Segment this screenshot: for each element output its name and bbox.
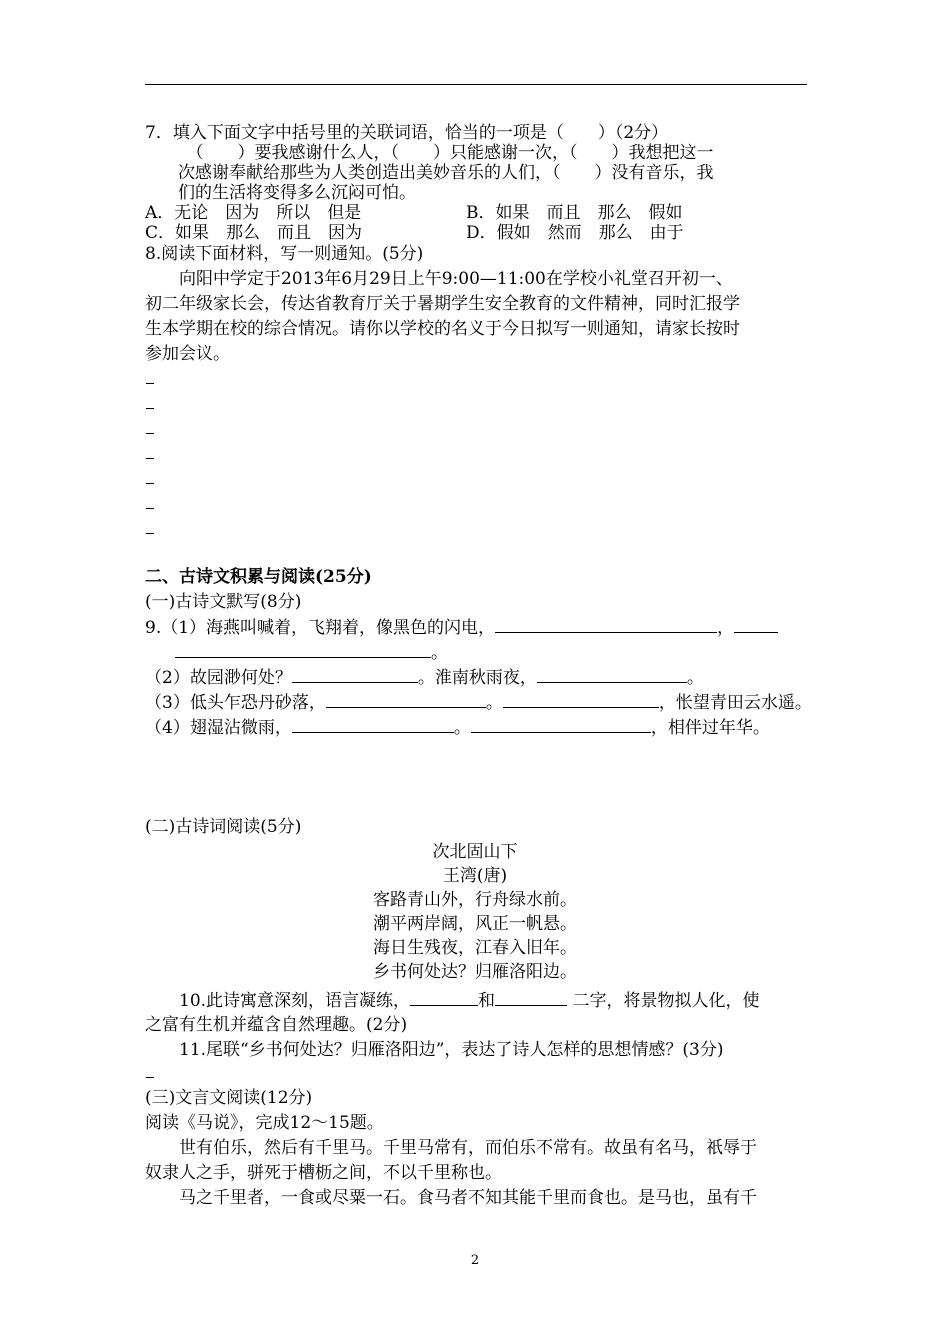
q9-4 (145, 715, 770, 740)
poem-author: 王湾(唐) (442, 866, 508, 886)
section-title: 二、古诗文积累与阅读(25分) (145, 567, 372, 587)
answer-line (146, 1077, 154, 1078)
q7-option-d: D．假如 然而 那么 由于 (466, 223, 684, 243)
q9-3 (145, 690, 812, 715)
q8-stem: 8.阅读下面材料，写一则通知。(5分) (145, 244, 424, 264)
q9-line1-cont-punct: 。 (431, 643, 448, 663)
prose-line: 奴隶人之手，骈死于槽枥之间，不以千里称也。 (145, 1163, 502, 1183)
q7-text-line2: 次感谢奉献给那些为人类创造出美妙音乐的人们，（ ）没有音乐，我 (178, 163, 714, 183)
prose-line: 马之千里者，一食或尽粟一石。食马者不知其能千里而食也。是马也，虽有千 (145, 1188, 757, 1208)
subsection-title: (二)古诗词阅读(5分) (145, 817, 302, 837)
answer-line (146, 433, 154, 434)
answer-line (146, 508, 154, 509)
q9-2-c: 。 (686, 668, 704, 688)
q8-para-line1: 向阳中学定于2013年6月29日上午9:00—11:00在学校小礼堂召开初一、 (145, 269, 733, 289)
answer-line (146, 383, 154, 384)
q7-text-line3: 们的生活将变得多么沉闷可怕。 (178, 183, 416, 203)
prose-line: 世有伯乐，然后有千里马。千里马常有，而伯乐不常有。故虽有名马，祇辱于 (145, 1138, 757, 1158)
subsection-title: (三)文言文阅读(12分) (145, 1088, 313, 1108)
q9-2-b: 。淮南秋雨夜， (417, 668, 537, 688)
q8-para-line3: 生本学期在校的综合情况。请你以学校的名义于今日拟写一则通知，请家长按时 (145, 319, 740, 339)
blank-field[interactable] (292, 665, 418, 683)
blank-field[interactable] (471, 715, 651, 733)
q9-line1-text: 9.（1）海燕叫喊着，飞翔着，像黑色的闪电， (145, 618, 496, 638)
page-number: 2 (470, 1253, 480, 1268)
header-rule (145, 84, 807, 85)
q9-line1-punct: ， (717, 618, 735, 638)
q9-line1-cont (175, 640, 448, 665)
blank-field[interactable] (537, 665, 687, 683)
q11: 11.尾联“乡书何处达？归雁洛阳边”，表达了诗人怎样的思想情感？(3分) (145, 1040, 724, 1060)
q7-option-b: B．如果 而且 那么 假如 (466, 203, 683, 223)
poem-title: 次北固山下 (432, 842, 518, 862)
q7-option-c: C．如果 那么 而且 因为 (145, 223, 363, 243)
poem-line: 乡书何处达？归雁洛阳边。 (373, 962, 577, 982)
q10-c: 二字，将景物拟人化，使 (567, 991, 760, 1011)
q9-3-b: 。 (485, 693, 503, 713)
blank-field[interactable] (326, 690, 486, 708)
q10-b: 和 (478, 991, 496, 1011)
answer-line (146, 408, 154, 409)
blank-field[interactable] (292, 715, 454, 733)
blank-field[interactable] (503, 690, 659, 708)
poem-line: 客路青山外，行舟绿水前。 (373, 890, 577, 910)
q9-2 (145, 665, 704, 690)
answer-line (146, 483, 154, 484)
q8-para-line2: 初二年级家长会，传达省教育厅关于暑期学生安全教育的文件精神，同时汇报学 (145, 294, 740, 314)
reading-intro: 阅读《马说》，完成12～15题。 (145, 1113, 384, 1133)
blank-field[interactable] (410, 988, 478, 1006)
q10-line1 (145, 988, 759, 1013)
q9-line1 (145, 615, 778, 640)
q7-stem: 7．填入下面文字中括号里的关联词语，恰当的一项是（ ）（2分） (145, 123, 669, 143)
q9-3-a: （3）低头乍恐丹砂落， (145, 693, 326, 713)
blank-field[interactable] (495, 988, 567, 1006)
blank-field[interactable] (175, 640, 431, 658)
q9-2-a: （2）故园渺何处？ (145, 668, 292, 688)
poem-line: 海日生残夜，江春入旧年。 (373, 938, 577, 958)
subsection-title: (一)古诗文默写(8分) (145, 592, 302, 612)
q10-a: 10.此诗寓意深刻，语言凝练， (145, 991, 411, 1011)
q10-line2: 之富有生机并蕴含自然理趣。(2分) (145, 1015, 408, 1035)
q7-text-line1: （ ）要我感谢什么人，（ ）只能感谢一次，（ ）我想把这一 (178, 143, 714, 163)
answer-line (146, 458, 154, 459)
poem-line: 潮平两岸阔，风正一帆悬。 (373, 914, 577, 934)
answer-line (146, 533, 154, 534)
q8-para-line4: 参加会议。 (145, 344, 230, 364)
q9-3-c: ，怅望青田云水遥。 (658, 693, 812, 713)
q9-4-c: ，相伴过年华。 (650, 718, 770, 738)
q9-4-a: （4）翅湿沾微雨， (145, 718, 292, 738)
q7-option-a: A．无论 因为 所以 但是 (145, 203, 362, 223)
blank-field[interactable] (495, 615, 717, 633)
q9-4-b: 。 (453, 718, 471, 738)
blank-field[interactable] (734, 615, 778, 633)
